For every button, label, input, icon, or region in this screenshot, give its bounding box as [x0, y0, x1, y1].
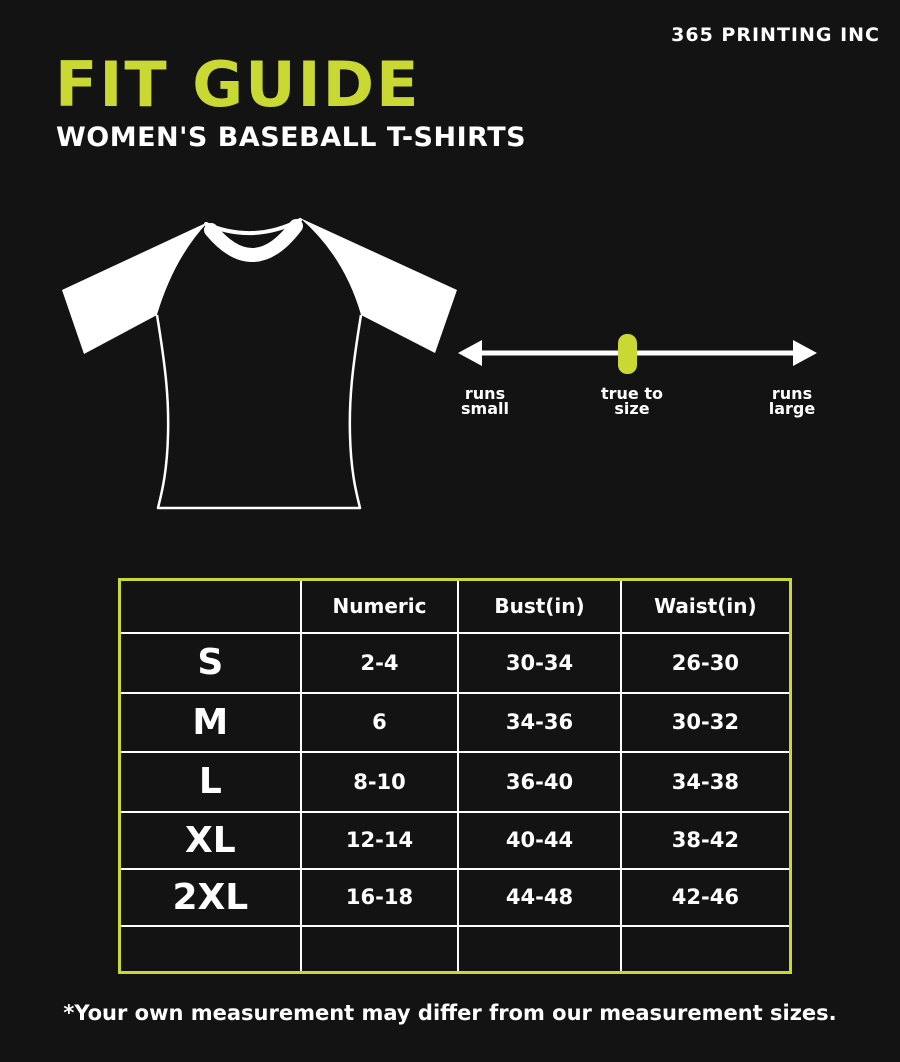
size-label: M: [120, 693, 301, 752]
bust-value: 36-40: [458, 752, 620, 812]
size-label: [120, 926, 301, 973]
brand-name: 365 PRINTING INC: [671, 24, 880, 46]
numeric-value: 12-14: [301, 812, 459, 869]
scale-label-line: runs: [771, 384, 813, 403]
numeric-value: [301, 926, 459, 973]
measurement-disclaimer: *Your own measurement may differ from our measurement sizes.: [63, 1001, 837, 1025]
scale-label-line: size: [614, 399, 650, 418]
page-title: FIT GUIDE: [55, 48, 421, 121]
col-head-bust: Bust(in): [458, 580, 620, 633]
bust-value: 30-34: [458, 633, 620, 693]
scale-label-runs-small: [440, 386, 530, 416]
size-label: 2XL: [120, 869, 301, 926]
bust-value: [458, 926, 620, 973]
size-label: L: [120, 752, 301, 812]
size-table-header-row: [120, 580, 791, 633]
scale-label-line: runs: [464, 384, 506, 403]
scale-label-line: small: [461, 399, 509, 418]
baseball-tshirt-illustration: [50, 200, 470, 520]
scale-label-line: true to: [601, 384, 663, 403]
table-row-empty: [120, 926, 791, 973]
waist-value: 42-46: [621, 869, 791, 926]
tshirt-icon: [50, 200, 470, 520]
numeric-value: 2-4: [301, 633, 459, 693]
col-head-waist: Waist(in): [621, 580, 791, 633]
table-row: [120, 812, 791, 869]
size-label: S: [120, 633, 301, 693]
waist-value: 26-30: [621, 633, 791, 693]
numeric-value: 8-10: [301, 752, 459, 812]
numeric-value: 6: [301, 693, 459, 752]
table-row: [120, 752, 791, 812]
numeric-value: 16-18: [301, 869, 459, 926]
waist-value: 38-42: [621, 812, 791, 869]
table-row: [120, 869, 791, 926]
waist-value: 34-38: [621, 752, 791, 812]
page-subtitle: WOMEN'S BASEBALL T-SHIRTS: [56, 122, 527, 153]
col-head-size: [120, 580, 301, 633]
bust-value: 44-48: [458, 869, 620, 926]
table-row: [120, 633, 791, 693]
waist-value: 30-32: [621, 693, 791, 752]
col-head-numeric: Numeric: [301, 580, 459, 633]
size-table: [118, 578, 792, 974]
bust-value: 34-36: [458, 693, 620, 752]
table-row: [120, 693, 791, 752]
true-to-size-marker: [618, 334, 637, 374]
waist-value: [621, 926, 791, 973]
size-label: XL: [120, 812, 301, 869]
fit-scale-arrow-icon: [450, 330, 830, 380]
bust-value: 40-44: [458, 812, 620, 869]
scale-label-line: large: [768, 399, 816, 418]
fit-scale: [450, 330, 830, 380]
scale-label-runs-large: [747, 386, 837, 416]
scale-label-true-to-size: [587, 386, 677, 416]
